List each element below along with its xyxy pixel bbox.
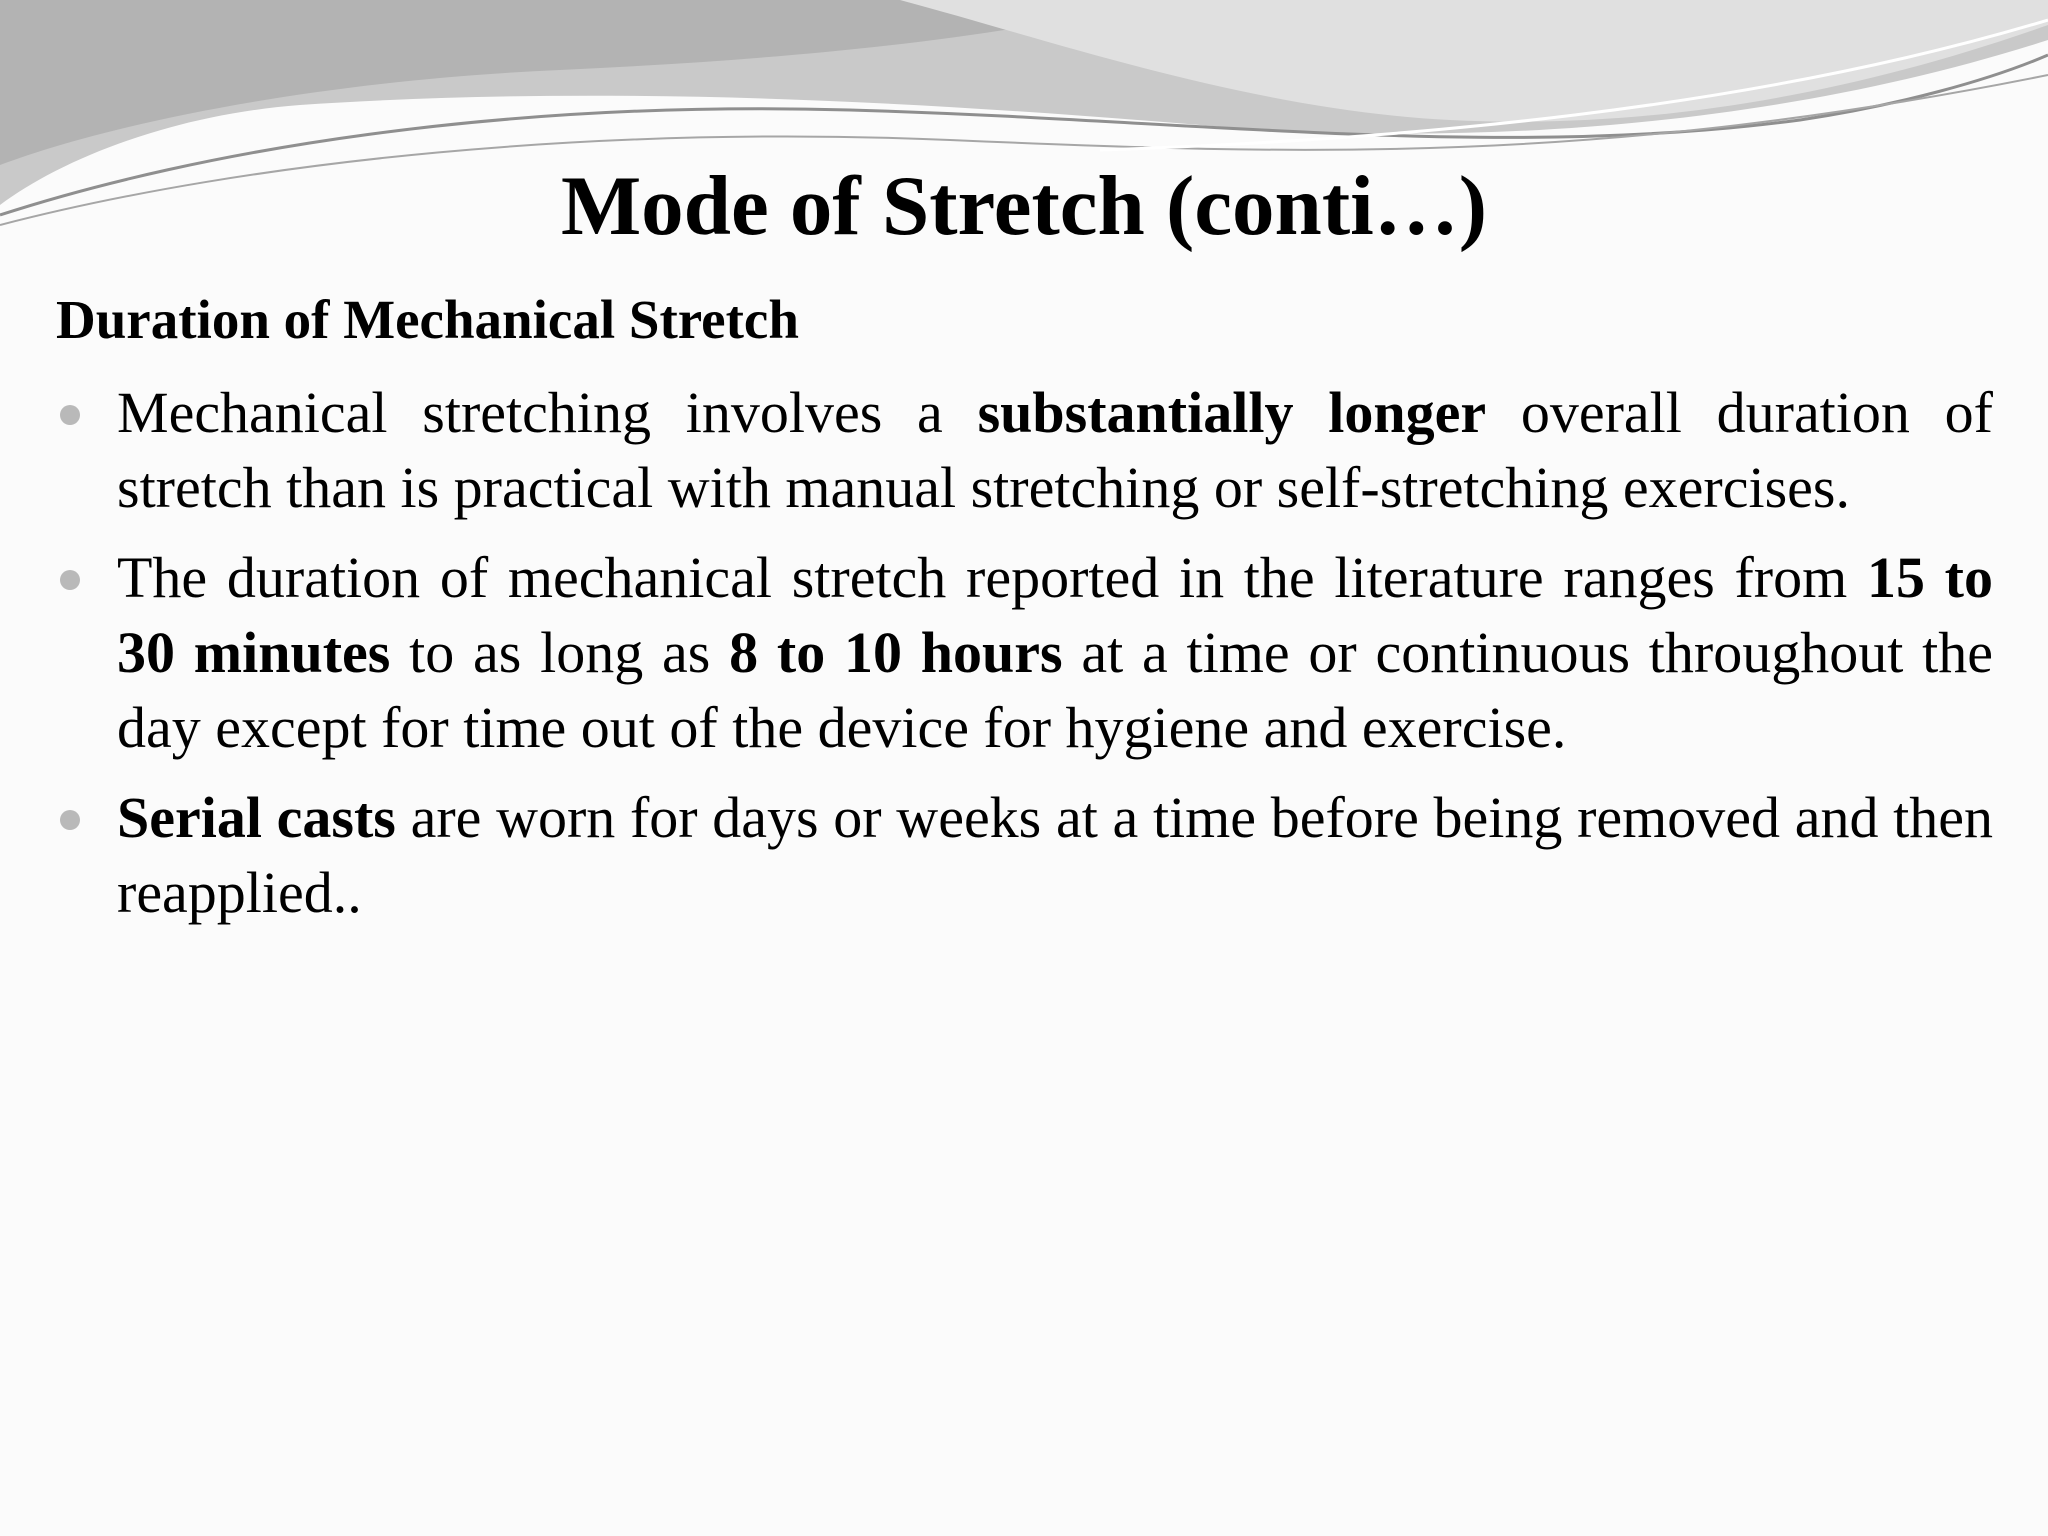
section-subheading: Duration of Mechanical Stretch: [56, 289, 799, 350]
bullet-run: The duration of mechanical stretch reported in the literature ranges from: [117, 545, 1867, 610]
bullet-list: [56, 375, 1993, 945]
bullet-item: [56, 780, 1993, 930]
bullet-emphasis: 8 to 10 hours: [729, 620, 1063, 685]
bullet-run: are worn for days or weeks at a time before being removed and then reapplied..: [117, 785, 1993, 925]
bullet-dot-icon: [60, 405, 80, 425]
bullet-text: [117, 380, 1993, 520]
bullet-run: to as long as: [390, 620, 730, 685]
bullet-text: [117, 545, 1993, 760]
bullet-run: at a time or continuous throughout the day except for time out of the device for hygiene and exercise.: [117, 620, 1993, 760]
bullet-dot-icon: [60, 570, 80, 590]
bullet-emphasis: Serial casts: [117, 785, 396, 850]
slide-title: Mode of Stretch (conti…): [560, 159, 1488, 253]
bullet-emphasis: substantially longer: [977, 380, 1487, 445]
bullet-item: [56, 375, 1993, 525]
bullet-item: [56, 540, 1993, 765]
bullet-emphasis: 15 to 30 minutes: [117, 545, 1993, 685]
bullet-run: Mechanical stretching involves a: [117, 380, 978, 445]
bullet-dot-icon: [60, 810, 80, 830]
bullet-text: [117, 785, 1993, 925]
bullet-run: overall duration of stretch than is practical with manual stretching or self-stretching exercises.: [117, 380, 1993, 520]
